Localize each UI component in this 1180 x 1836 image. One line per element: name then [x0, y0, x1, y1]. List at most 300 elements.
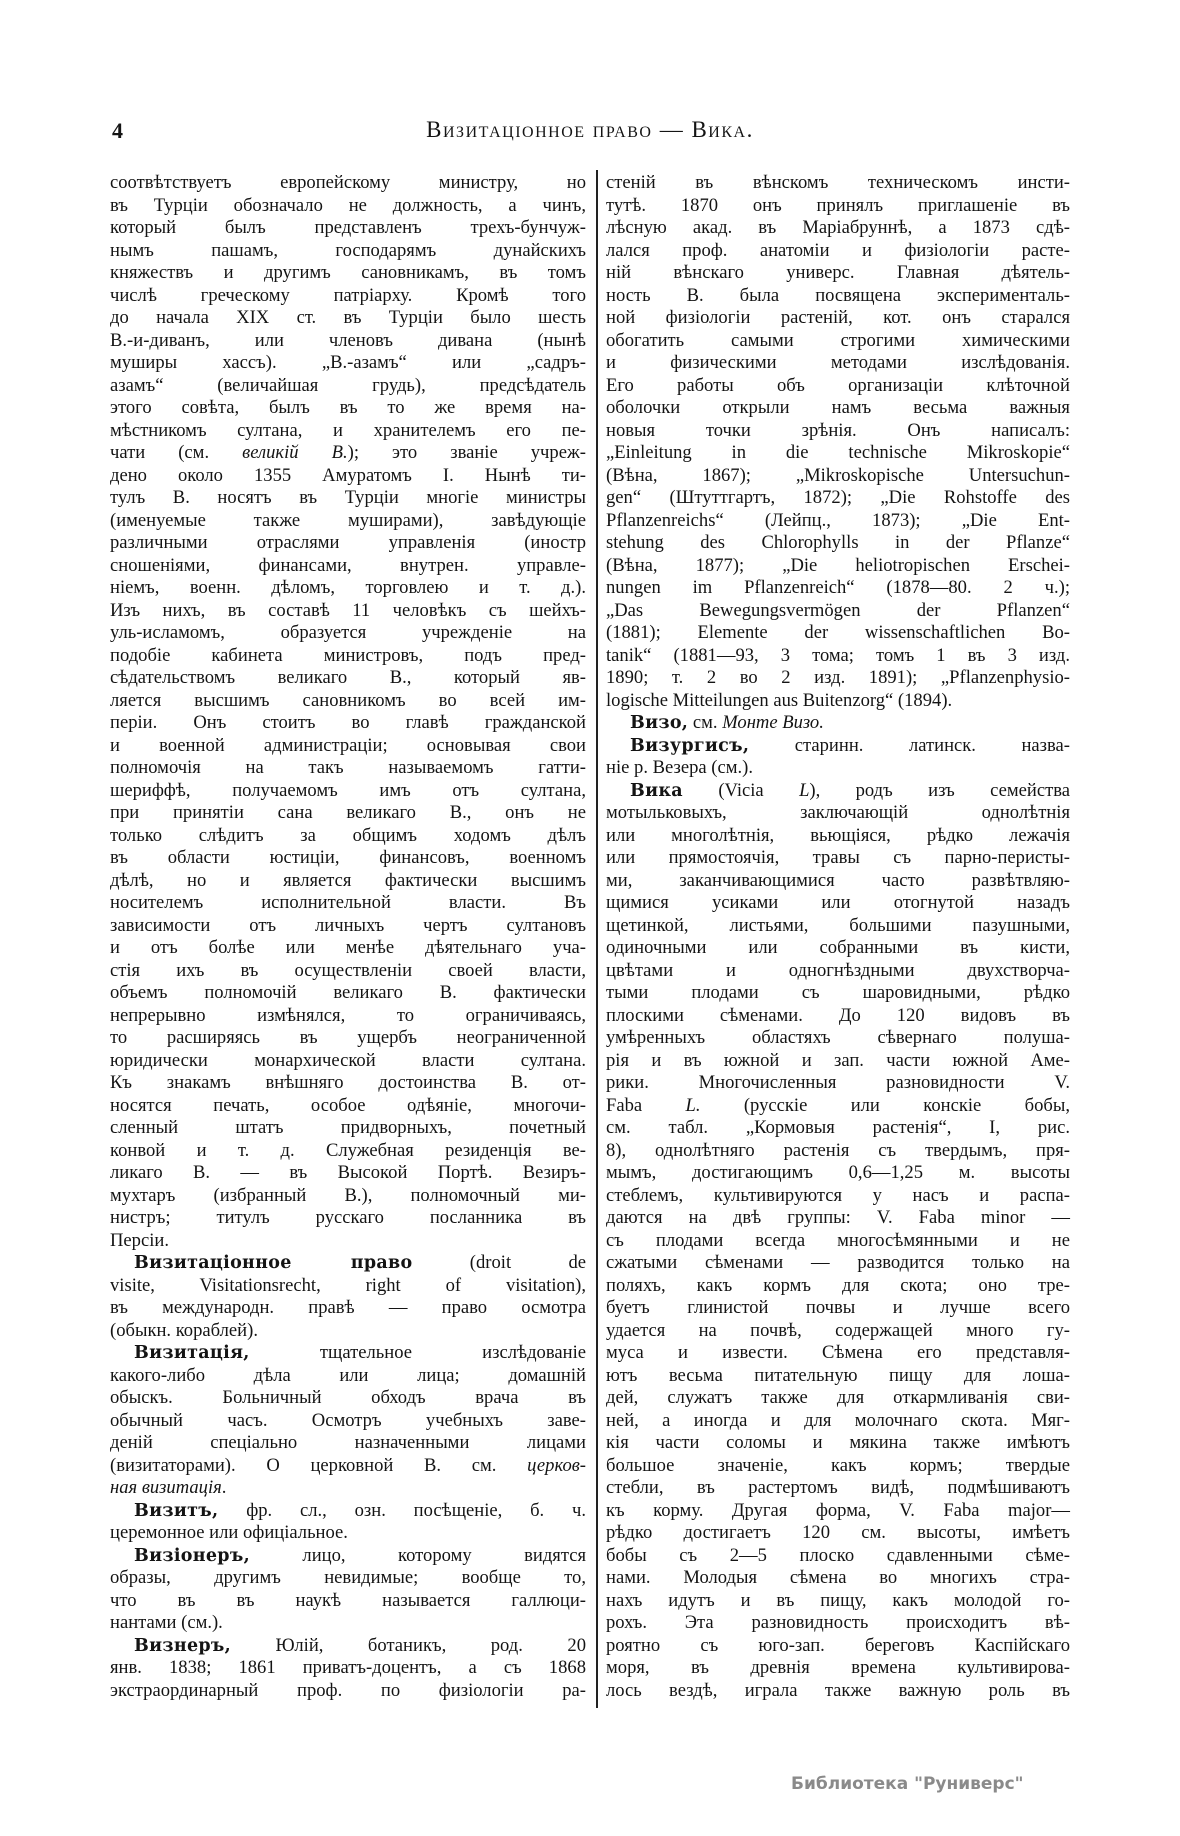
text-segment: (русскіе или конскіе бобы, [700, 1094, 1070, 1116]
text-segment: буетъ глинистой почвы и лучше всего [606, 1297, 1070, 1318]
entry-headword: Вика [630, 780, 683, 801]
text-segment: ), родъ изъ семейства [809, 779, 1070, 801]
text-segment: 8), однолѣтняго растенія съ твердымъ, пря- [606, 1139, 1070, 1161]
text-line [110, 217, 586, 240]
text-line [606, 375, 1070, 398]
dictionary-entry [110, 1545, 586, 1635]
text-segment: плоскими сѣменами. До 120 видовъ въ [606, 1004, 1070, 1026]
text-line [110, 1477, 586, 1500]
text-line [110, 735, 586, 758]
text-line [606, 1027, 1070, 1050]
dictionary-entry [110, 1500, 586, 1545]
text-line [606, 1162, 1070, 1185]
text-line [110, 1410, 586, 1433]
text-line [606, 1500, 1070, 1523]
text-line [606, 1207, 1070, 1230]
continued-paragraph [606, 172, 1070, 712]
text-segment: поляхъ, какъ кормъ для скота; оно тре- [606, 1274, 1070, 1296]
text-segment: большое значеніе, какъ кормъ; твердые [606, 1454, 1070, 1476]
text-line [110, 352, 586, 375]
text-line [606, 420, 1070, 443]
text-segment: ютъ весьма питательную пищу для лоша- [606, 1364, 1070, 1386]
text-segment: въ Турціи обозначало не должность, а чинъ, [110, 194, 586, 216]
text-segment: тщательное изслѣдованіе [249, 1342, 586, 1363]
text-segment: носителемъ исполнительной власти. Въ [110, 892, 586, 913]
text-segment: В.-и-диванъ, или членовъ дивана (нынѣ [110, 329, 586, 351]
text-segment: то расширяясь въ ущербъ неограниченной [110, 1027, 586, 1048]
text-segment: до начала XIX ст. въ Турціи было шесть [110, 307, 586, 328]
text-segment: щетинкой, листьями, большими пазушными, [606, 914, 1070, 936]
text-line [110, 330, 586, 353]
text-line [606, 307, 1070, 330]
text-line [110, 712, 586, 735]
text-segment: этого совѣта, былъ въ то же время на- [110, 397, 586, 418]
text-segment: мымъ, достигающимъ 0,6—1,25 м. высоты [606, 1162, 1070, 1183]
text-line [606, 1140, 1070, 1163]
text-segment: только слѣдитъ за общимъ ходомъ дѣлъ [110, 824, 586, 846]
text-line [110, 555, 586, 578]
text-line [110, 262, 586, 285]
text-line [110, 1297, 586, 1320]
text-line [110, 172, 586, 195]
dictionary-entry [110, 1252, 586, 1342]
text-line [606, 1095, 1070, 1118]
page-number: 4 [112, 118, 123, 143]
text-line [606, 1050, 1070, 1073]
text-line [606, 1545, 1070, 1568]
text-segment: въ области юстиціи, финансовъ, военномъ [110, 847, 586, 868]
text-segment: оболочки открыли намъ весьма важныя [606, 397, 1070, 418]
text-segment: одиночными или собранными въ кисти, [606, 937, 1070, 958]
text-line [606, 510, 1070, 533]
text-segment: дей, служатъ также для откармливанія сви- [606, 1387, 1070, 1408]
entry-headword: Визіонеръ, [134, 1545, 250, 1566]
text-line [110, 1320, 586, 1343]
text-segment: бобы съ 2—5 плоско сдавленными сѣме- [606, 1544, 1070, 1566]
text-line [606, 1680, 1070, 1703]
text-line [606, 330, 1070, 353]
text-segment: (Вѣна, 1867); „Mikroskopische Untersuchun- [606, 464, 1070, 486]
text-line [606, 1230, 1070, 1253]
text-line [606, 892, 1070, 915]
text-line [110, 622, 586, 645]
text-line [606, 1342, 1070, 1365]
text-segment: соотвѣтствуетъ европейскому министру, но [110, 172, 586, 193]
text-line [110, 1230, 586, 1253]
text-line [110, 442, 586, 465]
text-line [110, 1612, 586, 1635]
text-segment: ми, заканчивающимися часто развѣтвляю- [606, 869, 1070, 891]
text-line [110, 960, 586, 983]
text-line [606, 1320, 1070, 1343]
text-line [110, 937, 586, 960]
text-line [606, 1117, 1070, 1140]
text-segment: сленный штатъ придворныхъ, почетный [110, 1117, 586, 1138]
text-line [606, 915, 1070, 938]
text-segment: (Vicia [682, 779, 800, 801]
text-segment: Pflanzenreichs“ (Лейпц., 1873); „Die Ent- [606, 509, 1070, 531]
text-segment: новыя точки зрѣнія. Онъ написалъ: [606, 419, 1070, 441]
text-line [606, 487, 1070, 510]
text-segment: нымъ пашамъ, господарямъ дунайскихъ [110, 239, 586, 261]
text-segment: сношеніями, финансами, внутрен. управле- [110, 554, 586, 576]
text-line [110, 1365, 586, 1388]
text-segment: (1881); Elemente der wissenschaftlichen Bo- [606, 622, 1070, 643]
column-separator [596, 170, 598, 1708]
text-line [110, 577, 586, 600]
text-segment: нистръ; титулъ русскаго посланника въ [110, 1207, 586, 1228]
text-line [606, 1297, 1070, 1320]
text-segment: при принятіи сана великаго В., онъ не [110, 802, 586, 823]
text-segment: муширы хассъ). „В.-азамъ“ или „садръ- [110, 352, 586, 373]
text-line [110, 1657, 586, 1680]
text-segment: рохъ. Эта разновидность происходитъ вѣ- [606, 1612, 1070, 1633]
text-line [606, 1432, 1070, 1455]
text-segment: который былъ представленъ трехъ-бунчуж- [110, 217, 586, 238]
text-line [110, 1455, 586, 1478]
text-line [110, 1027, 586, 1050]
library-watermark: Библиотека "Руниверс" [791, 1774, 1024, 1794]
text-segment: экстраординарный проф. по физіологіи ра- [110, 1679, 586, 1701]
text-line [606, 577, 1070, 600]
text-line [606, 622, 1070, 645]
entry-headword: Визо, [630, 713, 689, 733]
text-segment: ность В. была посвящена эксперименталь- [606, 284, 1070, 306]
text-line [110, 982, 586, 1005]
text-line [110, 1095, 586, 1118]
text-segment: (droit de [412, 1252, 586, 1273]
text-segment: зависимости отъ личныхъ чертъ султановъ [110, 914, 586, 936]
text-segment: Юлій, ботаникъ, род. 20 [231, 1634, 586, 1656]
text-line [606, 780, 1070, 803]
text-line [110, 690, 586, 713]
text-segment: (Вѣна, 1877); „Die heliotropischen Erschei- [606, 554, 1070, 576]
text-segment: Его работы объ организаціи клѣточной [606, 374, 1070, 396]
text-segment: сѣдательствомъ великаго В., который яв- [110, 667, 586, 688]
text-segment: nungen im Pflanzenreich“ (1878—80. 2 ч.); [606, 577, 1070, 598]
text-line [110, 1500, 586, 1523]
text-segment: стія ихъ въ осуществленіи своей власти, [110, 959, 586, 981]
text-line [110, 1072, 586, 1095]
text-line [110, 915, 586, 938]
entry-headword: Визитаціонное право [134, 1253, 413, 1273]
text-segment: лался проф. анатоміи и физіологіи расте- [606, 239, 1070, 261]
text-segment: нантами (см.). [110, 1612, 223, 1633]
text-line [110, 240, 586, 263]
text-line [606, 217, 1070, 240]
text-segment: logische Mitteilungen aus Buitenzorg“ (1894). [606, 689, 953, 711]
text-segment: ); это званіе учреж- [347, 442, 586, 463]
text-segment: 1890; т. 2 во 2 изд. 1891); „Pflanzenphysio- [606, 667, 1070, 688]
text-line [110, 870, 586, 893]
text-line [606, 172, 1070, 195]
text-segment: стеній въ вѣнскомъ техническомъ инсти- [606, 172, 1070, 193]
text-segment: дено около 1355 Амуратомъ I. Нынѣ ти- [110, 464, 586, 486]
text-segment: Faba [606, 1094, 686, 1116]
text-segment: лицо, которому видятся [249, 1544, 586, 1566]
text-line [110, 420, 586, 443]
text-line [110, 487, 586, 510]
text-segment: Персіи. [110, 1229, 169, 1251]
text-segment: муса и извести. Сѣмена его представля- [606, 1342, 1070, 1363]
text-line [110, 1185, 586, 1208]
text-line [110, 1005, 586, 1028]
text-segment: тутѣ. 1870 онъ принялъ приглашеніе въ [606, 194, 1070, 216]
text-line [110, 1140, 586, 1163]
text-segment: періи. Онъ стоитъ во главѣ гражданской [110, 712, 586, 733]
text-line [606, 1657, 1070, 1680]
dictionary-entry [110, 1342, 586, 1500]
text-line [110, 1567, 586, 1590]
text-line [606, 1275, 1070, 1298]
entry-headword: Визитъ, [134, 1500, 219, 1521]
text-segment: Къ знакамъ внѣшняго достоинства В. от- [110, 1072, 586, 1093]
continued-paragraph [110, 172, 586, 1252]
text-line [110, 1522, 586, 1545]
dictionary-entry [606, 780, 1070, 1703]
text-segment: мотыльковыхъ, заключающій однолѣтнія [606, 802, 1070, 823]
text-line [606, 960, 1070, 983]
text-line [606, 352, 1070, 375]
text-line [606, 442, 1070, 465]
text-line [606, 1365, 1070, 1388]
text-segment: удается на почвѣ, содержащей много гу- [606, 1319, 1070, 1341]
text-segment: въ международн. правѣ — право осмотра [110, 1297, 586, 1318]
text-line [110, 1117, 586, 1140]
text-line [606, 1185, 1070, 1208]
text-segment: объемъ полномочій великаго В. фактически [110, 982, 586, 1003]
text-line [606, 1252, 1070, 1275]
text-segment: или многолѣтнія, вьющіяся, рѣдко лежачія [606, 824, 1070, 846]
text-segment: какого-либо дѣла или лица; домашній [110, 1364, 586, 1386]
text-segment: ній вѣнскаго универс. Главная дѣятель- [606, 262, 1070, 283]
text-segment: лѣсную акад. въ Маріабруннѣ, а 1873 сдѣ- [606, 217, 1070, 238]
text-segment: ніе р. Везера (см.). [606, 757, 753, 778]
text-line [606, 802, 1070, 825]
text-line [110, 780, 586, 803]
text-line [110, 307, 586, 330]
text-line [110, 1635, 586, 1658]
text-line [110, 1050, 586, 1073]
text-line [110, 892, 586, 915]
text-line [606, 825, 1070, 848]
text-line [606, 195, 1070, 218]
text-line [110, 465, 586, 488]
text-segment: „Einleitung in die technische Mikroskopie“ [606, 442, 1070, 463]
text-segment: азамъ“ (величайшая грудь), предсѣдатель [110, 374, 586, 396]
dictionary-entry [606, 735, 1070, 780]
text-line [606, 667, 1070, 690]
text-segment: стеблемъ, культивируются у насъ и распа- [606, 1184, 1070, 1206]
text-line [606, 847, 1070, 870]
text-segment: нами. Молодыя сѣмена во многихъ стра- [606, 1567, 1070, 1588]
text-line [606, 1567, 1070, 1590]
text-line [110, 600, 586, 623]
text-segment: „Das Bewegungsvermögen der Pflanzen“ [606, 599, 1070, 621]
text-segment: ляется высшимъ сановникомъ во всей им- [110, 689, 586, 711]
text-segment: обогатить самыми строгими химическими [606, 329, 1070, 351]
text-segment: щимися усиками или отогнутой назадъ [606, 892, 1070, 913]
text-segment: мѣстникомъ султана, и хранителемъ его пе- [110, 419, 586, 441]
italic-reference: L. [685, 1094, 701, 1116]
text-segment: обычный часъ. Осмотръ учебныхъ заве- [110, 1409, 586, 1431]
text-segment: см. [688, 712, 723, 733]
text-segment: конвой и т. д. Служебная резиденція ве- [110, 1139, 586, 1161]
text-line [606, 262, 1070, 285]
text-segment: и физическими методами изслѣдованія. [606, 352, 1070, 373]
text-segment: дѣлѣ, но и является фактически высшимъ [110, 869, 586, 891]
italic-reference: Монте Визо. [722, 712, 824, 733]
text-segment: и отъ болѣе или менѣе дѣятельнаго уча- [110, 937, 586, 958]
text-line [110, 1432, 586, 1455]
text-segment: visite, Visitationsrecht, right of visitation), [110, 1274, 586, 1296]
text-line [606, 690, 1070, 713]
text-segment: stehung des Chlorophylls in der Pflanze“ [606, 532, 1070, 553]
right-column [606, 172, 1070, 1702]
text-segment: деній спеціально назначенными лицами [110, 1432, 586, 1453]
italic-reference: великій В. [242, 442, 348, 463]
text-segment: или прямостоячія, травы съ парно-перисты- [606, 847, 1070, 868]
text-segment: сжатыми сѣменами — разводится только на [606, 1252, 1070, 1273]
text-segment: лось вездѣ, играла также важную роль въ [606, 1679, 1070, 1701]
text-segment: къ корму. Другая форма, V. Faba major— [606, 1499, 1070, 1521]
text-line [606, 735, 1070, 758]
text-line [110, 1275, 586, 1298]
text-line [110, 510, 586, 533]
text-line [110, 757, 586, 780]
text-segment: нахъ идутъ и въ пищу, какъ молодой го- [606, 1589, 1070, 1611]
text-line [110, 1252, 586, 1275]
text-segment: числѣ греческому патріарху. Кромѣ того [110, 284, 586, 306]
text-line [606, 1005, 1070, 1028]
text-line [110, 645, 586, 668]
text-line [606, 1590, 1070, 1613]
text-segment: что въ въ наукѣ называется галлюци- [110, 1589, 586, 1611]
text-line [110, 825, 586, 848]
text-segment: тулъ В. носятъ въ Турціи многіе министры [110, 487, 586, 508]
text-segment: . [221, 1477, 227, 1498]
text-line [606, 757, 1070, 780]
text-line [606, 600, 1070, 623]
text-segment: церемонное или офиціальное. [110, 1522, 348, 1543]
text-line [110, 532, 586, 555]
text-segment: tanik“ (1881—93, 3 тома; томъ 1 въ 3 изд. [606, 644, 1070, 666]
text-segment: юридически монархической власти султана. [110, 1049, 586, 1071]
entry-headword: Визнеръ, [134, 1635, 232, 1656]
text-line [110, 667, 586, 690]
text-segment: даются на двѣ группы: V. Faba minor — [606, 1207, 1070, 1228]
text-line [110, 397, 586, 420]
text-segment: непрерывно измѣнялся, то ограничиваясь, [110, 1004, 586, 1026]
text-segment: ней, а иногда и для молочнаго скота. Мяг- [606, 1409, 1070, 1431]
text-segment: княжествъ и другимъ сановникамъ, въ томъ [110, 262, 586, 283]
text-segment: съ плодами всегда многосѣмянными и не [606, 1229, 1070, 1251]
text-line [110, 802, 586, 825]
left-column [110, 172, 586, 1702]
running-title: Визитаціонное право — Вика. [426, 117, 754, 142]
text-line [606, 712, 1070, 735]
text-segment: рѣдко достигаетъ 120 см. высоты, имѣетъ [606, 1522, 1070, 1543]
text-segment: см. табл. „Кормовыя растенія“, I, рис. [606, 1117, 1070, 1138]
text-segment: рики. Многочисленныя разновидности V. [606, 1072, 1070, 1093]
text-segment: уль-исламомъ, образуется учрежденіе на [110, 622, 586, 643]
text-segment: стебли, въ растертомъ видѣ, подмѣшиваютъ [606, 1477, 1070, 1498]
text-line [606, 465, 1070, 488]
text-segment: (обыкн. кораблей). [110, 1319, 258, 1341]
text-line [110, 1207, 586, 1230]
text-line [606, 937, 1070, 960]
text-segment: янв. 1838; 1861 приватъ-доцентъ, а съ 1868 [110, 1657, 586, 1678]
text-segment: различными отраслями управленія (иностр [110, 532, 586, 553]
text-line [110, 195, 586, 218]
text-segment: моря, въ древнія времена культивирова- [606, 1657, 1070, 1678]
text-segment: Изъ нихъ, въ составѣ 11 человѣкъ съ шейхъ- [110, 599, 586, 621]
entry-headword: Визитація, [134, 1343, 250, 1363]
text-segment: носятся печать, особое одѣяніе, многочи- [110, 1094, 586, 1116]
text-line [110, 375, 586, 398]
text-line [110, 847, 586, 870]
text-segment: шериффѣ, получаемомъ имъ отъ султана, [110, 779, 586, 801]
text-segment: мухтаръ (избранный В.), полномочный ми- [110, 1184, 586, 1206]
text-segment: тыми плодами съ шаровидными, рѣдко [606, 982, 1070, 1003]
italic-reference: L [799, 779, 810, 801]
text-segment: чати (см. [110, 442, 243, 463]
text-line [606, 1072, 1070, 1095]
text-segment: образы, другимъ невидимые; вообще то, [110, 1567, 586, 1588]
text-line [606, 240, 1070, 263]
text-line [110, 1590, 586, 1613]
text-segment: рія и въ южной и зап. части южной Аме- [606, 1049, 1070, 1071]
text-segment: умѣренныхъ областяхъ сѣвернаго полуша- [606, 1027, 1070, 1048]
text-line [606, 555, 1070, 578]
text-segment: старинн. латинск. назва- [749, 734, 1070, 756]
text-line [110, 1680, 586, 1703]
text-segment: обыскъ. Больничный обходъ врача въ [110, 1387, 586, 1408]
text-line [606, 1410, 1070, 1433]
dictionary-entry [110, 1635, 586, 1703]
text-line [606, 982, 1070, 1005]
text-line [110, 1545, 586, 1568]
entry-headword: Визургисъ, [630, 735, 750, 756]
italic-reference: ная визитація [110, 1477, 222, 1498]
text-segment: роятно съ юго-зап. береговъ Каспійскаго [606, 1634, 1070, 1656]
text-segment: gen“ (Штуттгартъ, 1872); „Die Rohstoffe des [606, 487, 1070, 508]
text-segment: (визитаторами). О церковной В. см. [110, 1454, 528, 1476]
text-line [606, 870, 1070, 893]
text-line [606, 1477, 1070, 1500]
text-line [606, 532, 1070, 555]
text-line [606, 1635, 1070, 1658]
italic-reference: церков- [527, 1454, 586, 1476]
text-line [606, 397, 1070, 420]
text-segment: цвѣтами и одногнѣздными двухстворча- [606, 959, 1070, 981]
text-segment: полномочія на такъ называемомъ гатти- [110, 757, 586, 778]
text-line [606, 285, 1070, 308]
text-segment: фр. сл., озн. посѣщеніе, б. ч. [218, 1499, 586, 1521]
text-segment: кія части соломы и мякина также имѣютъ [606, 1432, 1070, 1453]
text-segment: ной физіологіи растеній, кот. онъ старался [606, 307, 1070, 328]
text-line [606, 1522, 1070, 1545]
text-segment: подобіе кабинета министровъ, подъ пред- [110, 644, 586, 666]
text-segment: (именуемые также муширами), завѣдующіе [110, 509, 586, 531]
text-line [606, 1387, 1070, 1410]
text-line [110, 285, 586, 308]
text-segment: ніемъ, военн. дѣломъ, торговлею и т. д.). [110, 577, 586, 598]
text-line [110, 1162, 586, 1185]
dictionary-entry [606, 712, 1070, 735]
text-line [606, 1612, 1070, 1635]
text-line [606, 1455, 1070, 1478]
